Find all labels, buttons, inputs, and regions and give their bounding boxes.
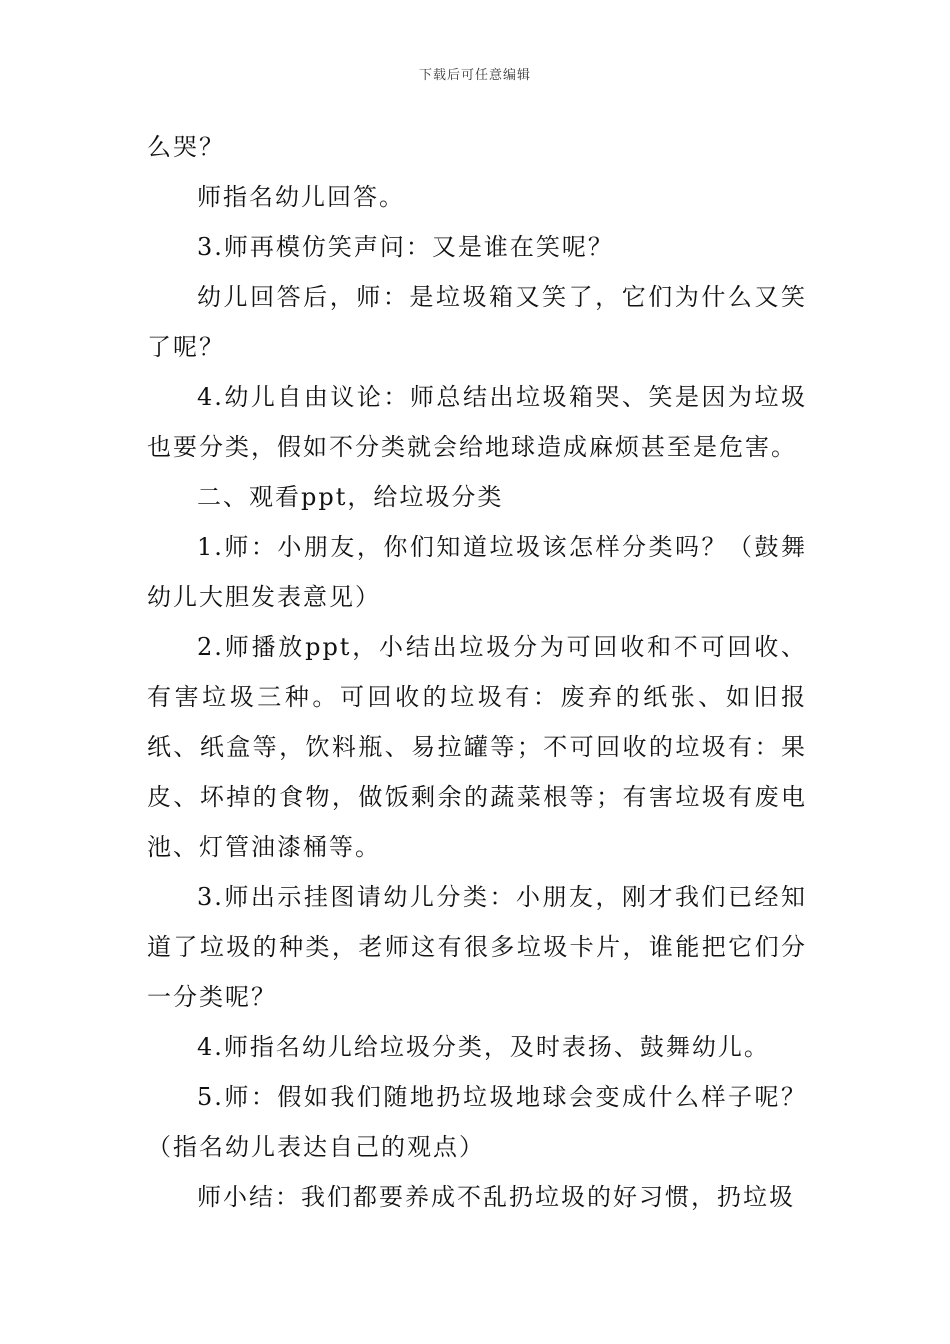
paragraph: 5.师：假如我们随地扔垃圾地球会变成什么样子呢？（指名幼儿表达自己的观点） — [147, 1083, 807, 1161]
page-header: 下载后可任意编辑 — [418, 68, 531, 83]
paragraph: 2.师播放ppt，小结出垃圾分为可回收和不可回收、有害垃圾三种。可回收的垃圾有：废弃的纸张、如旧报纸、纸盒等，饮料瓶、易拉罐等；不可回收的垃圾有：果皮、坏掉的食物，做饭剩余的蔬菜根等；有害垃圾有废电池、灯管油漆桶等。 — [147, 633, 807, 861]
paragraph: 4.师指名幼儿给垃圾分类，及时表扬、鼓舞幼儿。 — [197, 1033, 770, 1061]
paragraph: 么哭？ — [147, 133, 225, 161]
paragraph: 幼儿回答后，师：是垃圾箱又笑了，它们为什么又笑了呢？ — [147, 283, 807, 361]
paragraph: 3.师再模仿笑声问：又是谁在笑呢？ — [197, 233, 614, 261]
paragraph: 4.幼儿自由议论：师总结出垃圾箱哭、笑是因为垃圾也要分类，假如不分类就会给地球造成麻烦甚至是危害。 — [147, 383, 807, 461]
paragraph: 1.师：小朋友，你们知道垃圾该怎样分类吗？（鼓舞幼儿大胆发表意见） — [147, 533, 807, 611]
section-heading: 二、观看ppt，给垃圾分类 — [197, 483, 504, 511]
document-body — [147, 122, 807, 1222]
paragraph: 师小结：我们都要养成不乱扔垃圾的好习惯，扔垃圾 — [197, 1183, 795, 1211]
paragraph: 3.师出示挂图请幼儿分类：小朋友，刚才我们已经知道了垃圾的种类，老师这有很多垃圾卡片，谁能把它们分一分类呢？ — [147, 883, 807, 1011]
paragraph: 师指名幼儿回答。 — [197, 183, 405, 211]
